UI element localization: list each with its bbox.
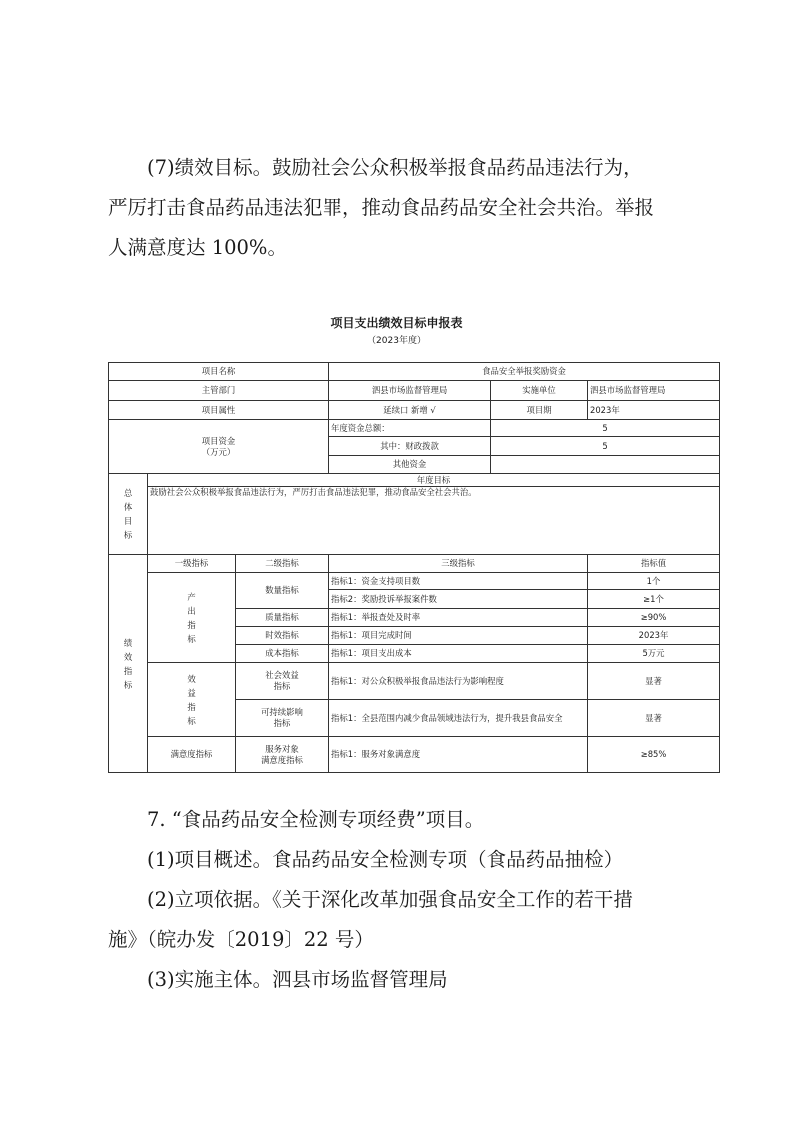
social-benefit-line: 社会效益 bbox=[265, 670, 299, 680]
output-indicator-label bbox=[148, 573, 236, 663]
effect-indicator-char: 益 bbox=[187, 687, 196, 698]
funds-label bbox=[109, 420, 329, 474]
time-indicator-1: 指标1：项目完成时间 bbox=[329, 627, 588, 645]
col-level3-header: 三级指标 bbox=[329, 555, 588, 573]
perf-indicator-char: 绩 bbox=[123, 637, 133, 648]
attr-label: 项目属性 bbox=[109, 401, 329, 420]
social-benefit-indicator bbox=[236, 663, 329, 700]
cost-indicator-1-value: 5万元 bbox=[588, 645, 720, 663]
overall-goal-char: 目 bbox=[123, 516, 133, 526]
time-indicator-1-value: 2023年 bbox=[588, 627, 720, 645]
qty-indicator-1-value: 1个 bbox=[588, 573, 720, 590]
annual-total-label: 年度资金总额： bbox=[329, 420, 491, 437]
fiscal-label: 其中：财政拨款 bbox=[329, 437, 491, 456]
dept-label: 主管部门 bbox=[109, 381, 329, 401]
qty-indicator-1: 指标1：资金支持项目数 bbox=[329, 573, 588, 590]
output-indicator-char: 指 bbox=[187, 619, 196, 630]
project-name-value: 食品安全举报奖励资金 bbox=[329, 363, 720, 381]
impl-unit-value: 泗县市场监督管理局 bbox=[588, 381, 720, 401]
effect-indicator-label bbox=[148, 663, 236, 737]
sustainable-impact-line: 可持续影响 bbox=[261, 707, 303, 717]
performance-goal-table bbox=[108, 362, 720, 773]
body-line: (3)实施主体。泗县市场监督管理局 bbox=[147, 968, 448, 991]
cost-indicator: 成本指标 bbox=[236, 645, 329, 663]
social-benefit-line: 指标 bbox=[273, 681, 291, 691]
social-benefit-indicator-1: 指标1：对公众积极举报食品违法行为影响程度 bbox=[329, 663, 588, 700]
sustainable-impact-indicator-1-value: 显著 bbox=[588, 700, 720, 737]
other-label: 其他资金 bbox=[329, 456, 491, 474]
overall-goal-char: 总 bbox=[123, 488, 133, 498]
effect-indicator-char: 效 bbox=[187, 673, 196, 684]
attr-value: 延续口 新增 √ bbox=[329, 401, 491, 420]
intro-paragraph bbox=[108, 148, 720, 268]
output-indicator-char: 产 bbox=[187, 591, 196, 602]
overall-goal-char: 体 bbox=[123, 502, 133, 512]
project-name-label: 项目名称 bbox=[109, 363, 329, 381]
cost-indicator-1: 指标1：项目支出成本 bbox=[329, 645, 588, 663]
satisfaction-indicator-label: 满意度指标 bbox=[148, 737, 236, 773]
following-paragraphs bbox=[108, 800, 720, 1000]
body-line: (2)立项依据。《关于深化改革加强食品安全工作的若干措 bbox=[147, 888, 633, 911]
overall-goal-label bbox=[109, 474, 148, 555]
sustainable-impact-indicator-1: 指标1：全县范围内减少食品领域违法行为，提升我县食品安全 bbox=[329, 700, 588, 737]
annual-total-value: 5 bbox=[491, 420, 720, 437]
qty-indicator-2: 指标2：奖励投诉举报案件数 bbox=[329, 590, 588, 609]
overall-goal-char: 标 bbox=[123, 530, 133, 540]
annual-goal-label: 年度目标 bbox=[148, 474, 720, 487]
period-value: 2023年 bbox=[588, 401, 720, 420]
impl-unit-label: 实施单位 bbox=[491, 381, 588, 401]
service-satisfaction-indicator-1: 指标1：服务对象满意度 bbox=[329, 737, 588, 773]
period-label: 项目期 bbox=[491, 401, 588, 420]
quality-indicator-1: 指标1：举报查处及时率 bbox=[329, 609, 588, 627]
effect-indicator-char: 标 bbox=[187, 715, 196, 726]
service-satisfaction-line: 满意度指标 bbox=[261, 754, 303, 765]
perf-indicator-char: 指 bbox=[123, 665, 133, 676]
output-indicator-char: 出 bbox=[187, 605, 196, 616]
col-value-header: 指标值 bbox=[588, 555, 720, 573]
effect-indicator-char: 指 bbox=[187, 701, 196, 712]
col-level2-header: 二级指标 bbox=[236, 555, 329, 573]
intro-line: (7)绩效目标。鼓励社会公众积极举报食品药品违法行为， bbox=[147, 156, 643, 179]
perf-indicator-char: 标 bbox=[123, 679, 133, 690]
body-line: 7. “食品药品安全检测专项经费”项目。 bbox=[147, 808, 485, 831]
quality-indicator-1-value: ≥90% bbox=[588, 609, 720, 627]
table-subtitle: （2023年度） bbox=[367, 336, 426, 346]
fiscal-value: 5 bbox=[491, 437, 720, 456]
body-line: (1)项目概述。食品药品安全检测专项（食品药品抽检） bbox=[147, 848, 624, 871]
body-line: 施》（皖办发〔2019〕22 号） bbox=[108, 928, 374, 951]
quality-indicator: 质量指标 bbox=[236, 609, 329, 627]
other-value bbox=[491, 456, 720, 474]
dept-value: 泗县市场监督管理局 bbox=[329, 381, 491, 401]
qty-indicator-2-value: ≥1个 bbox=[588, 590, 720, 609]
table-title: 项目支出绩效目标申报表 bbox=[330, 316, 463, 330]
perf-indicator-char: 效 bbox=[123, 651, 133, 662]
col-level1-header: 一级指标 bbox=[148, 555, 236, 573]
funds-label-line: 项目资金 bbox=[201, 435, 236, 446]
qty-indicator: 数量指标 bbox=[236, 573, 329, 609]
time-indicator: 时效指标 bbox=[236, 627, 329, 645]
perf-indicator-label bbox=[109, 555, 148, 773]
output-indicator-char: 标 bbox=[187, 633, 196, 644]
service-satisfaction-line: 服务对象 bbox=[265, 743, 299, 754]
service-satisfaction-indicator bbox=[236, 737, 329, 773]
intro-line: 严厉打击食品药品违法犯罪，推动食品药品安全社会共治。举报 bbox=[108, 196, 655, 219]
sustainable-impact-line: 指标 bbox=[273, 718, 291, 728]
service-satisfaction-indicator-1-value: ≥85% bbox=[588, 737, 720, 773]
intro-line: 人满意度达 100%。 bbox=[108, 236, 287, 259]
sustainable-impact-indicator bbox=[236, 700, 329, 737]
social-benefit-indicator-1-value: 显著 bbox=[588, 663, 720, 700]
funds-label-line: （万元） bbox=[201, 446, 236, 457]
annual-goal-text: 鼓励社会公众积极举报食品违法行为，严厉打击食品违法犯罪，推动食品安全社会共治。 bbox=[148, 487, 720, 555]
